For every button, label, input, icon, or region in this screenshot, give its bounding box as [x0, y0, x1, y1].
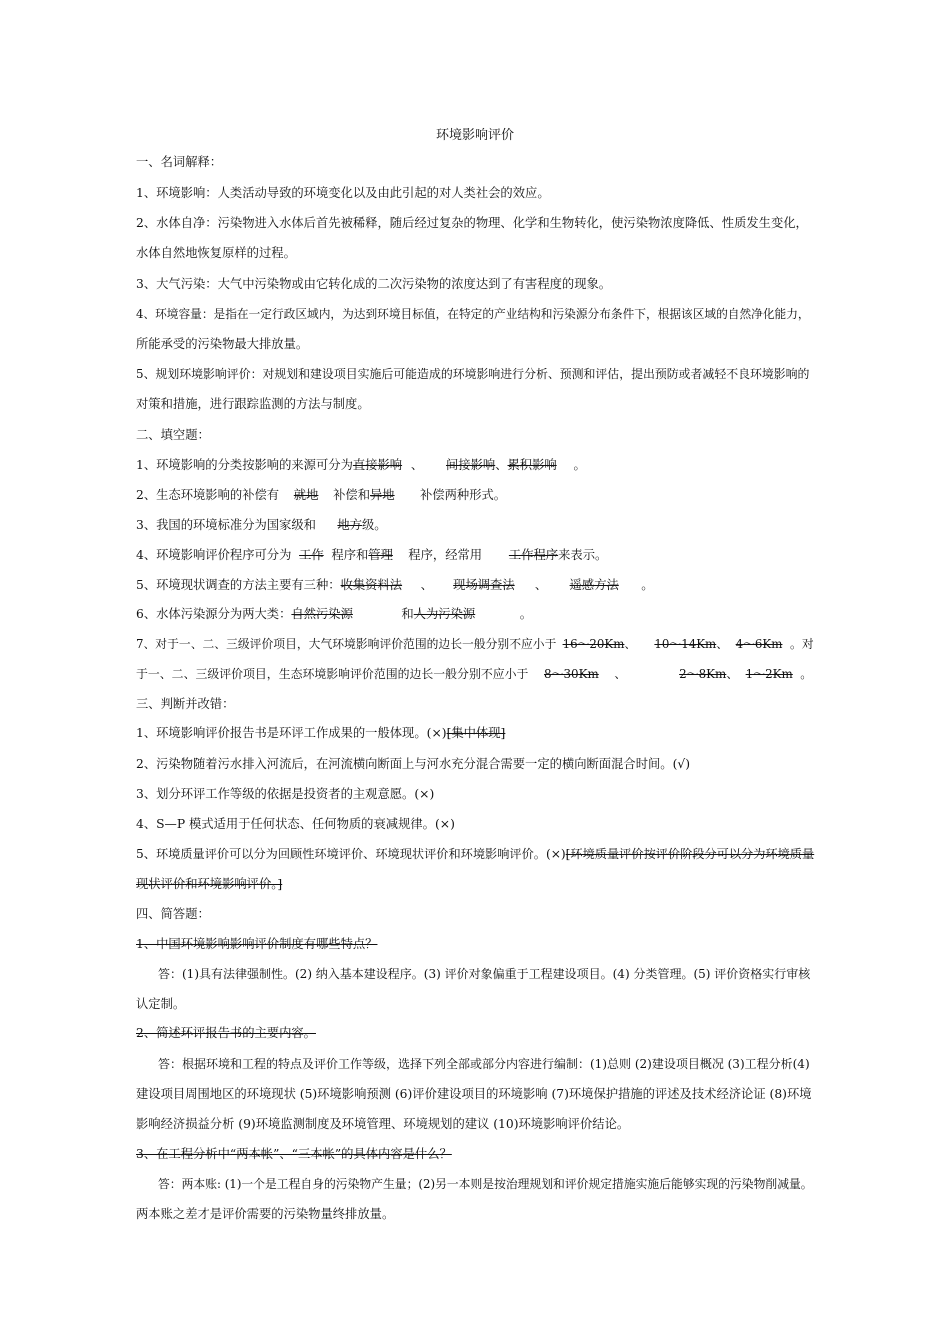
fill-question — [136, 577, 654, 593]
answer-blank: 现场调查法 — [453, 578, 515, 592]
answer-blank: 累积影响 — [507, 458, 557, 472]
question-text: 程序，经常用 — [408, 548, 483, 562]
judgement-item — [136, 725, 505, 741]
definition-line: 3、大气污染：大气中污染物或由它转化成的二次污染物的浓度达到了有害程度的现象。 — [136, 277, 612, 291]
short-question: 1、中国环境影响影响评价制度有哪些特点？ — [136, 937, 378, 951]
fill-question — [136, 457, 586, 473]
question-text: 补偿和 — [333, 488, 370, 502]
answer-blank: 8～30Km — [544, 667, 599, 681]
answer-blank: 16～20Km — [562, 637, 625, 651]
question-text: 2、生态环境影响的补偿有 — [136, 488, 280, 502]
answer-blank: 地方 — [337, 518, 362, 532]
answer-blank: 10～14Km — [654, 637, 717, 651]
answer-line: 两本账之差才是评价需要的污染物量终排放量。 — [136, 1207, 395, 1221]
separator: 、 — [420, 578, 433, 592]
question-text: 。 — [573, 458, 586, 472]
answer-blank: 收集资料法 — [340, 578, 403, 592]
short-question: 3、在工程分析中“两本帐”、“三本帐”的具体内容是什么？ — [136, 1147, 452, 1161]
question-text: 级。 — [361, 518, 387, 532]
question-text: 于一、二、三级评价项目，生态环境影响评价范围的边长一般分别不应小于 — [136, 667, 529, 681]
judgement-text: 1、环境影响评价报告书是环评工作成果的一般体现。(×) — [136, 726, 447, 740]
answer-blank: 自然污染源 — [291, 607, 353, 621]
answer-line: 答：两本账: (1)一个是工程自身的污染物产生量；(2)另一本则是按治理规划和评价规定措施实施后能够实现的污染物削减量。 — [158, 1177, 813, 1191]
section-heading-short-answer: 四、简答题： — [136, 907, 210, 921]
answer-blank: 直接影响 — [352, 458, 403, 472]
question-text: 补偿两种形式。 — [420, 488, 507, 502]
correction-text: [集中体现] — [446, 726, 506, 740]
question-text: 和 — [401, 607, 414, 621]
judgement-item: 4、S—P 模式适用于任何状态、任何物质的衰减规律。(×) — [136, 817, 455, 831]
judgement-text: 5、环境质量评价可以分为回顾性环境评价、环境现状评价和环境影响评价。(×) — [136, 847, 566, 861]
question-text: 4、环境影响评价程序可分为 — [136, 548, 292, 562]
document-title: 环境影响评价 — [435, 128, 514, 143]
section-heading-true-false: 三、判断并改错： — [136, 697, 235, 711]
answer-blank: 1～2Km — [745, 667, 793, 681]
short-question: 2、简述环评报告书的主要内容。 — [136, 1026, 316, 1040]
question-text: 。 — [519, 607, 533, 621]
separator: 、 — [534, 578, 548, 592]
judgement-item: 2、污染物随着污水排入河流后，在河流横向断面上与河水充分混合需要一定的横向断面混合时间。(√) — [136, 757, 691, 771]
fill-question — [136, 547, 607, 563]
answer-blank: 管理 — [368, 548, 393, 562]
answer-blank: 2～8Km — [679, 667, 727, 681]
separator: 、 — [410, 458, 424, 472]
answer-blank: 就地 — [293, 488, 319, 502]
answer-blank: 间接影响 — [445, 458, 496, 472]
answer-line: 答：(1)具有法律强制性。(2) 纳入基本建设程序。(3) 评价对象偏重于工程建设项目。(4) 分类管理。(5) 评价资格实行审核 — [158, 967, 811, 981]
definition-line: 5、规划环境影响评价：对规划和建设项目实施后可能造成的环境影响进行分析、预测和评估，提出预防或者减轻不良环境影响的 — [136, 367, 810, 381]
question-text: 3、我国的环境标准分为国家级和 — [136, 518, 316, 532]
answer-blank: 遥感方法 — [569, 578, 619, 592]
definition-line: 对策和措施，进行跟踪监测的方法与制度。 — [136, 397, 370, 411]
question-text: 5、环境现状调查的方法主要有三种： — [136, 578, 341, 592]
fill-question — [136, 517, 387, 533]
answer-blank: 4～6Km — [735, 637, 783, 651]
correction-text: 现状评价和环境影响评价。] — [136, 877, 283, 891]
fill-question — [136, 487, 506, 503]
separator: 、 — [624, 637, 637, 651]
question-text: 。 — [800, 667, 813, 681]
fill-question — [136, 606, 532, 622]
answer-blank: 异地 — [370, 488, 395, 502]
section-heading-fill-blanks: 二、填空题： — [136, 428, 210, 442]
definition-line: 2、水体自净：污染物进入水体后首先被稀释，随后经过复杂的物理、化学和生物转化，使污染物浓度降低、性质发生变化， — [136, 216, 808, 230]
definition-line: 水体自然地恢复原样的过程。 — [136, 246, 296, 260]
separator: 、 — [716, 637, 729, 651]
answer-line: 答：根据环境和工程的特点及评价工作等级，选择下列全部或部分内容进行编制：(1)总则 (2)建设项目概况 (3)工程分析(4) — [158, 1057, 810, 1071]
answer-blank: 工作程序 — [508, 548, 559, 562]
question-text: 。对 — [790, 637, 814, 651]
answer-line: 影响经济损益分析 (9)环境监测制度及环境管理、环境规划的建议 (10)环境影响评价结论。 — [136, 1117, 630, 1131]
answer-blank: 工作 — [299, 548, 324, 562]
separator: 、 — [614, 667, 627, 681]
definition-line: 4、环境容量：是指在一定行政区域内，为达到环境目标值，在特定的产业结构和污染源分布条件下，根据该区域的自然净化能力， — [136, 307, 810, 321]
question-text: 程序和 — [331, 548, 369, 562]
fill-question — [136, 636, 814, 652]
definition-line: 所能承受的污染物最大排放量。 — [136, 337, 309, 351]
separator: 、 — [726, 667, 739, 681]
question-text: 来表示。 — [558, 548, 608, 562]
answer-line: 建设项目周围地区的环境现状 (5)环境影响预测 (6)评价建设项目的环境影响 (7)环境保护措施的评述及技术经济论证 (8)环境 — [136, 1087, 812, 1101]
judgement-item — [136, 846, 814, 862]
fill-question — [136, 666, 812, 682]
definition-line: 1、环境影响：人类活动导致的环境变化以及由此引起的对人类社会的效应。 — [136, 186, 550, 200]
question-text: 7、对于一、二、三级评价项目，大气环境影响评价范围的边长一般分别不应小于 — [136, 637, 557, 651]
correction-text: [环境质量评价按评价阶段分可以分为环境质量 — [565, 847, 815, 861]
question-text: 6、水体污染源分为两大类： — [136, 607, 292, 621]
judgement-item: 3、划分环评工作等级的依据是投资者的主观意愿。(×) — [136, 787, 435, 801]
question-text: 。 — [641, 578, 654, 592]
separator: 、 — [495, 458, 508, 472]
answer-blank: 人为污染源 — [413, 607, 476, 621]
answer-line: 认定制。 — [136, 997, 186, 1011]
question-text: 1、环境影响的分类按影响的来源可分为 — [136, 458, 353, 472]
section-heading-definitions: 一、名词解释： — [136, 155, 223, 169]
